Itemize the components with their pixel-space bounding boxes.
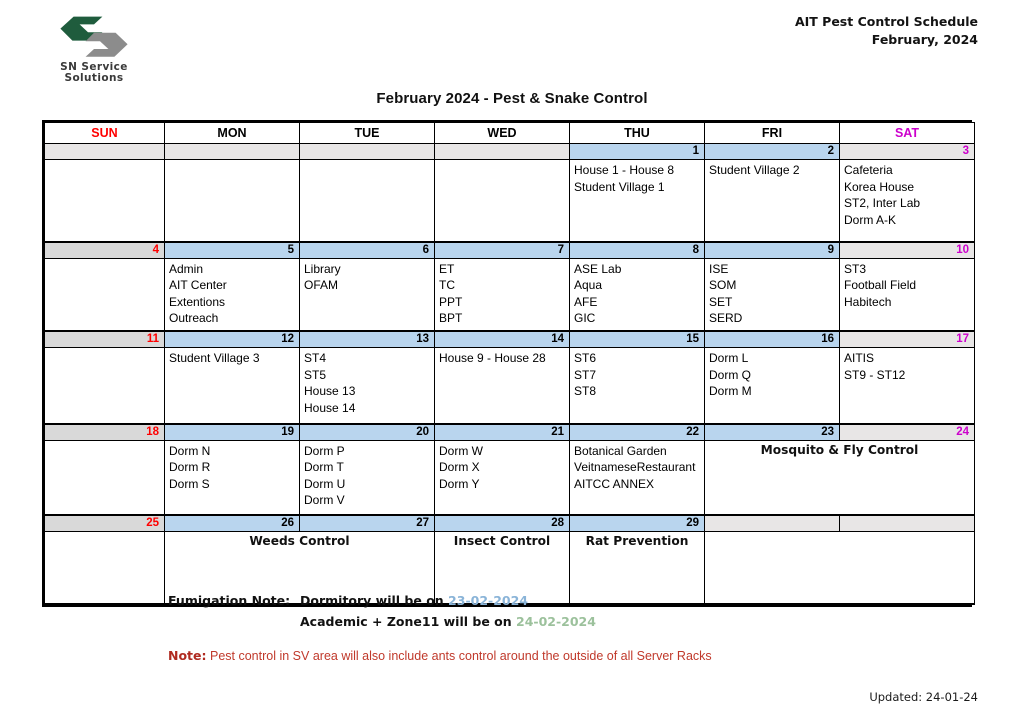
brand-logo	[46, 14, 142, 90]
date-number-cell[interactable]: 19	[165, 424, 300, 441]
calendar-cell[interactable]	[435, 348, 570, 424]
date-number-cell[interactable]: 27	[300, 515, 435, 532]
document-subtitle: February, 2024	[871, 32, 978, 47]
date-number-cell[interactable]: 13	[300, 331, 435, 348]
event-item: ASE Lab	[574, 261, 622, 276]
date-number-cell[interactable]: 9	[705, 242, 840, 259]
calendar-number-row	[45, 331, 975, 348]
day-header-sat: SAT	[840, 123, 975, 144]
event-item: Habitech	[844, 294, 892, 309]
event-item: ET	[439, 261, 455, 276]
date-number-cell[interactable]: 3	[840, 144, 975, 160]
event-item: Dorm V	[304, 493, 345, 507]
calendar-cell-inactive	[435, 160, 570, 242]
updated-stamp: Updated: 24-01-24	[869, 690, 978, 704]
event-item: Admin	[169, 261, 204, 276]
note-label: Note:	[168, 648, 207, 663]
date-number-cell[interactable]: 15	[570, 331, 705, 348]
event-item: ISE	[709, 261, 729, 276]
event-item: Extentions	[169, 294, 226, 309]
event-list	[709, 162, 835, 179]
date-number-cell[interactable]: 23	[705, 424, 840, 441]
date-number-cell[interactable]: 14	[435, 331, 570, 348]
event-item: Dorm P	[304, 443, 345, 458]
document-header	[795, 13, 978, 49]
calendar-cell[interactable]	[165, 348, 300, 424]
event-item: ST4	[304, 351, 327, 365]
calendar-cell[interactable]	[300, 348, 435, 424]
event-item: GIC	[574, 311, 596, 325]
calendar-cell-merged-event[interactable]	[705, 440, 975, 515]
calendar-cell[interactable]	[570, 348, 705, 424]
merged-event-label: Insect Control	[453, 534, 551, 548]
note-text: Pest control in SV area will also include ants control around the outside of all Server Racks	[210, 649, 712, 663]
event-list	[439, 261, 565, 327]
date-number-cell[interactable]: 18	[45, 424, 165, 441]
event-list	[844, 261, 970, 311]
merged-event-label: Rat Prevention	[585, 534, 689, 548]
event-item: House 14	[304, 400, 356, 415]
merged-event-label: Mosquito & Fly Control	[760, 442, 919, 457]
calendar-title: February 2024 - Pest & Snake Control	[376, 90, 648, 107]
calendar-cell-blocked	[45, 440, 165, 515]
event-item: Dorm R	[169, 460, 211, 474]
event-list	[304, 350, 430, 416]
calendar-container	[42, 120, 972, 607]
event-item: House 1 - House 8	[574, 163, 675, 177]
calendar-cell[interactable]	[705, 160, 840, 242]
sn-service-solutions-logo-icon	[58, 14, 130, 60]
event-item: Outreach	[169, 311, 219, 325]
event-list	[439, 443, 565, 493]
event-item: Dorm S	[169, 476, 210, 491]
date-number-cell[interactable]: 2	[705, 144, 840, 160]
calendar-header-row	[45, 123, 975, 144]
calendar-cell-blocked	[45, 160, 165, 242]
calendar-number-row	[45, 424, 975, 441]
event-item: AITCC ANNEX	[574, 476, 655, 491]
event-item: Football Field	[844, 278, 917, 292]
event-list	[709, 350, 835, 400]
calendar-cell[interactable]	[165, 258, 300, 331]
event-item: House 13	[304, 384, 356, 398]
date-number-cell[interactable]	[705, 515, 840, 532]
date-number-cell[interactable]: 29	[570, 515, 705, 532]
event-item: Dorm L	[709, 351, 749, 365]
calendar-body	[45, 144, 975, 604]
event-list	[574, 162, 700, 195]
event-item: Dorm A-K	[844, 212, 897, 227]
fumigation-line1-text: Dormitory will be on	[300, 593, 444, 608]
date-number-cell[interactable]	[45, 144, 165, 160]
calendar-cell[interactable]	[300, 258, 435, 331]
event-item: Student Village 3	[169, 351, 260, 365]
date-number-cell[interactable]: 21	[435, 424, 570, 441]
event-item: ST5	[304, 367, 327, 382]
event-item: Dorm Q	[709, 367, 751, 382]
calendar-week-row	[45, 348, 975, 424]
date-number-cell[interactable]: 10	[840, 242, 975, 259]
calendar-cell[interactable]	[570, 440, 705, 515]
day-header-sun: SUN	[45, 123, 165, 144]
date-number-cell[interactable]: 24	[840, 424, 975, 441]
calendar-cell-inactive	[705, 532, 975, 604]
calendar-cell-inactive	[300, 160, 435, 242]
date-number-cell[interactable]	[840, 515, 975, 532]
event-list	[304, 443, 430, 509]
event-item: ST9 - ST12	[844, 367, 906, 382]
calendar-cell-blocked	[45, 348, 165, 424]
event-list	[844, 162, 970, 228]
fumigation-line2-date: 24-02-2024	[516, 614, 596, 629]
event-list	[709, 261, 835, 327]
event-item: Korea House	[844, 179, 915, 194]
date-number-cell[interactable]: 26	[165, 515, 300, 532]
date-number-cell[interactable]: 28	[435, 515, 570, 532]
calendar-cell[interactable]	[165, 440, 300, 515]
event-item: Dorm W	[439, 443, 483, 458]
date-number-cell[interactable]: 11	[45, 331, 165, 348]
event-list	[844, 350, 970, 383]
calendar-cell-inactive	[165, 160, 300, 242]
event-item: Student Village 2	[709, 163, 800, 177]
date-number-cell[interactable]	[165, 144, 300, 160]
fumigation-label: Fumigation Note:	[168, 593, 291, 608]
event-list	[169, 350, 295, 367]
event-item: Aqua	[574, 278, 603, 292]
event-item: AIT Center	[169, 278, 227, 292]
calendar-cell-blocked	[45, 258, 165, 331]
event-item: SERD	[709, 311, 743, 325]
event-item: Dorm T	[304, 460, 344, 474]
calendar-week-row	[45, 440, 975, 515]
date-number-cell[interactable]: 4	[45, 242, 165, 259]
calendar-week-row	[45, 258, 975, 331]
date-number-cell[interactable]: 20	[300, 424, 435, 441]
event-list	[169, 443, 295, 493]
event-item: ST3	[844, 261, 867, 276]
important-note	[168, 648, 712, 663]
event-item: Dorm Y	[439, 476, 480, 491]
event-item: AITIS	[844, 351, 875, 365]
date-number-cell[interactable]: 17	[840, 331, 975, 348]
event-item: VeitnameseRestaurant	[574, 460, 696, 474]
event-list	[574, 261, 700, 327]
date-number-cell[interactable]: 6	[300, 242, 435, 259]
calendar-cell[interactable]	[705, 348, 840, 424]
event-item: PPT	[439, 294, 463, 309]
date-number-cell[interactable]: 22	[570, 424, 705, 441]
calendar-cell[interactable]	[435, 258, 570, 331]
event-list	[574, 350, 700, 400]
calendar-cell[interactable]	[300, 440, 435, 515]
brand-logo-line2: Solutions	[64, 72, 124, 84]
fumigation-line2-text: Academic + Zone11 will be on	[300, 614, 512, 629]
date-number-cell[interactable]: 16	[705, 331, 840, 348]
brand-logo-text	[46, 62, 142, 84]
event-item: Dorm U	[304, 476, 346, 491]
event-item: ST2, Inter Lab	[844, 196, 921, 210]
event-item: Student Village 1	[574, 179, 665, 194]
event-list	[439, 350, 565, 367]
day-header-fri: FRI	[705, 123, 840, 144]
event-item: ST6	[574, 351, 597, 365]
event-item: Cafeteria	[844, 163, 893, 177]
date-number-cell[interactable]: 5	[165, 242, 300, 259]
date-number-cell[interactable]: 7	[435, 242, 570, 259]
calendar-cell[interactable]	[570, 160, 705, 242]
calendar-number-row	[45, 515, 975, 532]
calendar-cell[interactable]	[705, 258, 840, 331]
day-header-wed: WED	[435, 123, 570, 144]
event-item: ST8	[574, 384, 597, 398]
calendar-number-row	[45, 242, 975, 259]
calendar-cell[interactable]	[435, 440, 570, 515]
event-item: SOM	[709, 278, 737, 292]
event-list	[304, 261, 430, 294]
calendar-cell[interactable]	[840, 160, 975, 242]
calendar-cell[interactable]	[840, 258, 975, 331]
date-number-cell[interactable]: 25	[45, 515, 165, 532]
day-header-tue: TUE	[300, 123, 435, 144]
event-list	[169, 261, 295, 327]
event-item: SET	[709, 294, 733, 309]
event-item: Dorm N	[169, 443, 211, 458]
merged-event-label: Weeds Control	[249, 534, 350, 548]
date-number-cell[interactable]	[300, 144, 435, 160]
event-item: House 9 - House 28	[439, 351, 546, 365]
event-list	[574, 443, 700, 493]
calendar-number-row	[45, 144, 975, 160]
date-number-cell[interactable]: 12	[165, 331, 300, 348]
fumigation-line1-date: 23-02-2024	[448, 593, 529, 608]
day-header-thu: THU	[570, 123, 705, 144]
date-number-cell[interactable]: 1	[570, 144, 705, 160]
calendar-cell[interactable]	[840, 348, 975, 424]
document-title: AIT Pest Control Schedule	[794, 14, 978, 29]
calendar-cell-blocked	[45, 532, 165, 604]
event-item: Botanical Garden	[574, 443, 667, 458]
calendar-cell[interactable]	[570, 258, 705, 331]
date-number-cell[interactable]	[435, 144, 570, 160]
event-item: Dorm X	[439, 460, 480, 474]
event-item: BPT	[439, 311, 463, 325]
event-item: Dorm M	[709, 384, 752, 398]
event-item: AFE	[574, 294, 598, 309]
event-item: TC	[439, 278, 455, 292]
date-number-cell[interactable]: 8	[570, 242, 705, 259]
event-item: OFAM	[304, 278, 339, 292]
fumigation-note	[168, 590, 596, 632]
event-item: Library	[304, 261, 341, 276]
brand-logo-line1: SN Service	[60, 61, 128, 73]
day-header-mon: MON	[165, 123, 300, 144]
calendar-table	[44, 122, 975, 605]
calendar-week-row	[45, 160, 975, 242]
event-item: ST7	[574, 367, 597, 382]
